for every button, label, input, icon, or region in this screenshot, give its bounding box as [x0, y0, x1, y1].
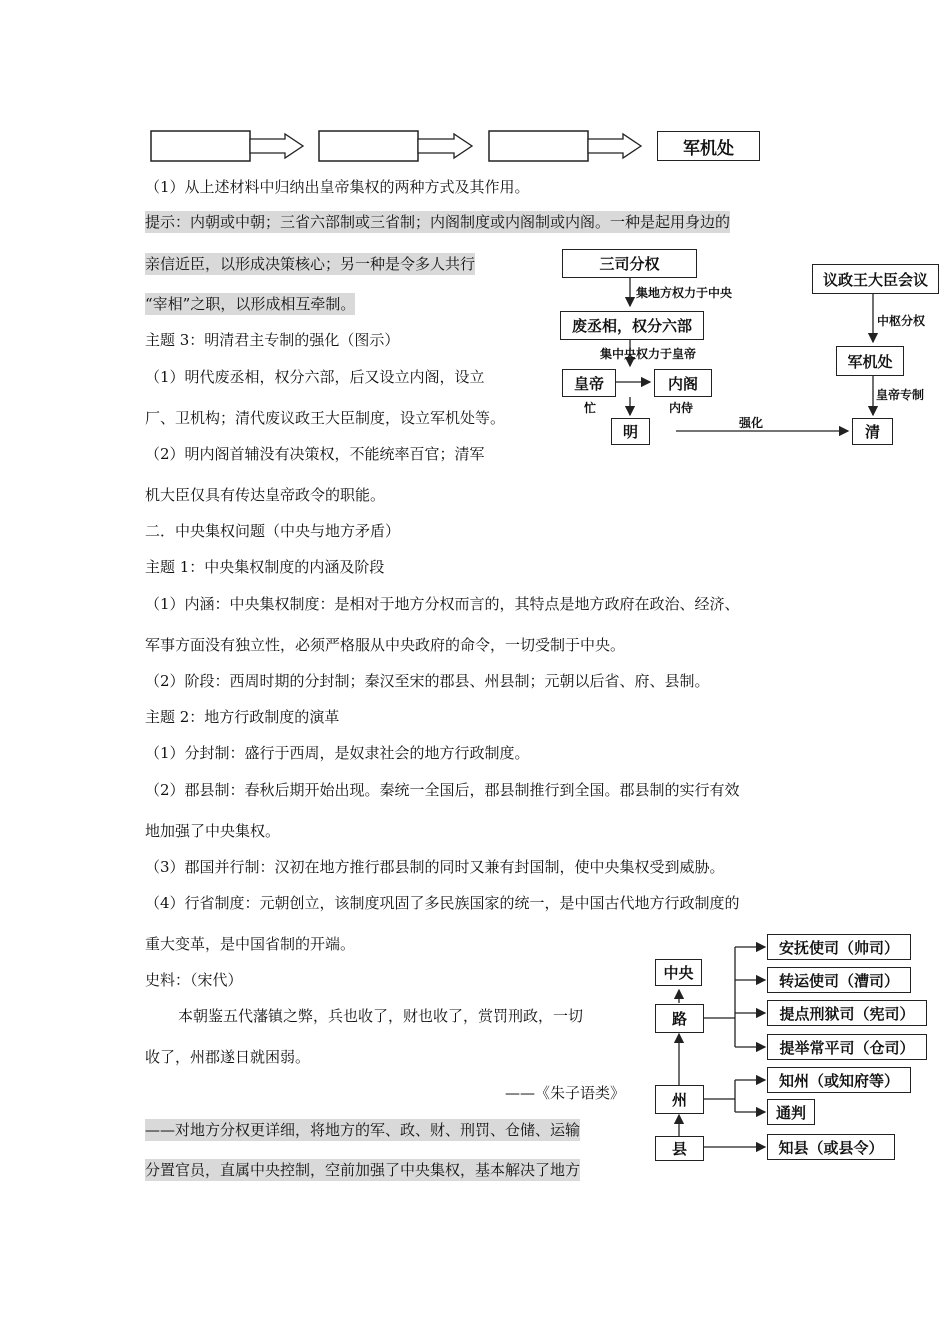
text-line: （3）郡国并行制：汉初在地方推行郡县制的同时又兼有封国制，使中央集权受到威胁。	[145, 858, 725, 876]
topic-heading: 主题 2：地方行政制度的演革	[145, 708, 340, 726]
tiju-box: 提举常平司（仓司）	[767, 1034, 927, 1060]
text-line: （1）内涵：中央集权制度：是相对于地方分权而言的，其特点是地方政府在政治、经济、	[145, 595, 740, 613]
source-heading: 史料：（宋代）	[145, 971, 243, 989]
anfu-box: 安抚使司（帅司）	[767, 934, 911, 960]
text-line: （2）郡县制：春秋后期开始出现。秦统一全国后，郡县制推行到全国。郡县制的实行有效	[145, 781, 740, 799]
zhixian-box: 知县（或县令）	[767, 1134, 895, 1160]
hint-line: “宰相”之职，以形成相互牵制。	[145, 295, 356, 313]
label-jidifang: 集地方权力于中央	[636, 286, 733, 300]
text-line: 厂、卫机构；清代废议政王大臣制度，设立军机处等。	[145, 409, 506, 427]
huangdi-box: 皇帝	[562, 369, 616, 397]
label-zhongshu: 中枢分权	[877, 314, 926, 328]
top-flow-arrows	[0, 0, 950, 200]
yizheng-box: 议政王大臣会议	[812, 264, 939, 294]
label-neishi: 内侍	[669, 401, 694, 415]
hint-line: 亲信近臣，以形成决策核心；另一种是令多人共行	[145, 255, 476, 273]
zhuanyun-box: 转运使司（漕司）	[767, 967, 911, 993]
answer-line: ——对地方分权更详细，将地方的军、政、财、刑罚、仓储、运输	[145, 1121, 581, 1139]
text-line: 地加强了中央集权。	[145, 822, 281, 840]
label-qianghua: 强化	[739, 416, 764, 430]
quote-line: 本朝鉴五代藩镇之弊，兵也收了，财也收了，赏罚刑政，一切	[178, 1007, 584, 1025]
text-line: 军事方面没有独立性，必须严格服从中央政府的命令，一切受制于中央。	[145, 636, 626, 654]
label-jizhongyang: 集中央权力于皇帝	[600, 347, 697, 361]
quote-line: 收了，州郡遂日就困弱。	[145, 1048, 311, 1066]
junjichu-box: 军机处	[657, 131, 760, 161]
text-line: 机大臣仅具有传达皇帝政令的职能。	[145, 486, 386, 504]
label-mang: 忙	[584, 401, 597, 415]
hint-line: 提示：内朝或中朝；三省六部制或三省制；内阁制度或内阁制或内阁。一种是起用身边的	[145, 213, 731, 231]
section-heading: 二．中央集权问题（中央与地方矛盾）	[145, 522, 401, 540]
answer-line: 分置官员，直属中央控制，空前加强了中央集权，基本解决了地方	[145, 1161, 581, 1179]
topic-heading: 主题 1：中央集权制度的内涵及阶段	[145, 558, 385, 576]
text-line: （1）明代废丞相，权分六部，后又设立内阁，设立	[145, 368, 485, 386]
text-line: （2）明内阁首辅没有决策权，不能统率百官；清军	[145, 445, 485, 463]
xian-box: 县	[655, 1136, 704, 1161]
neige-box: 内阁	[654, 369, 712, 397]
ming-box: 明	[611, 418, 650, 445]
text-line: （2）阶段：西周时期的分封制；秦汉至宋的郡县、州县制；元朝以后省、府、县制。	[145, 672, 710, 690]
lu-box: 路	[655, 1004, 704, 1033]
quote-source: ——《朱子语类》	[505, 1084, 626, 1102]
zhizhou-box: 知州（或知府等）	[767, 1067, 911, 1093]
zhou-box: 州	[655, 1085, 704, 1114]
feicheng-box: 废丞相，权分六部	[560, 311, 704, 340]
sansi-box: 三司分权	[562, 249, 697, 278]
text-line: （4）行省制度：元朝创立，该制度巩固了多民族国家的统一，是中国古代地方行政制度的	[145, 894, 740, 912]
topic-heading: 主题 3：明清君主专制的强化（图示）	[145, 331, 400, 349]
text-line: 重大变革，是中国省制的开端。	[145, 935, 356, 953]
junji-box: 军机处	[836, 346, 904, 376]
label-huangdizhuanzhi: 皇帝专制	[876, 388, 925, 402]
zhongyang-box: 中央	[655, 959, 702, 986]
tidian-box: 提点刑狱司（宪司）	[767, 1000, 927, 1026]
tongpan-box: 通判	[767, 1099, 815, 1125]
qing-box: 清	[852, 418, 893, 445]
text-line: （1）分封制：盛行于西周，是奴隶社会的地方行政制度。	[145, 744, 530, 762]
text-line: （1）从上述材料中归纳出皇帝集权的两种方式及其作用。	[145, 178, 530, 196]
